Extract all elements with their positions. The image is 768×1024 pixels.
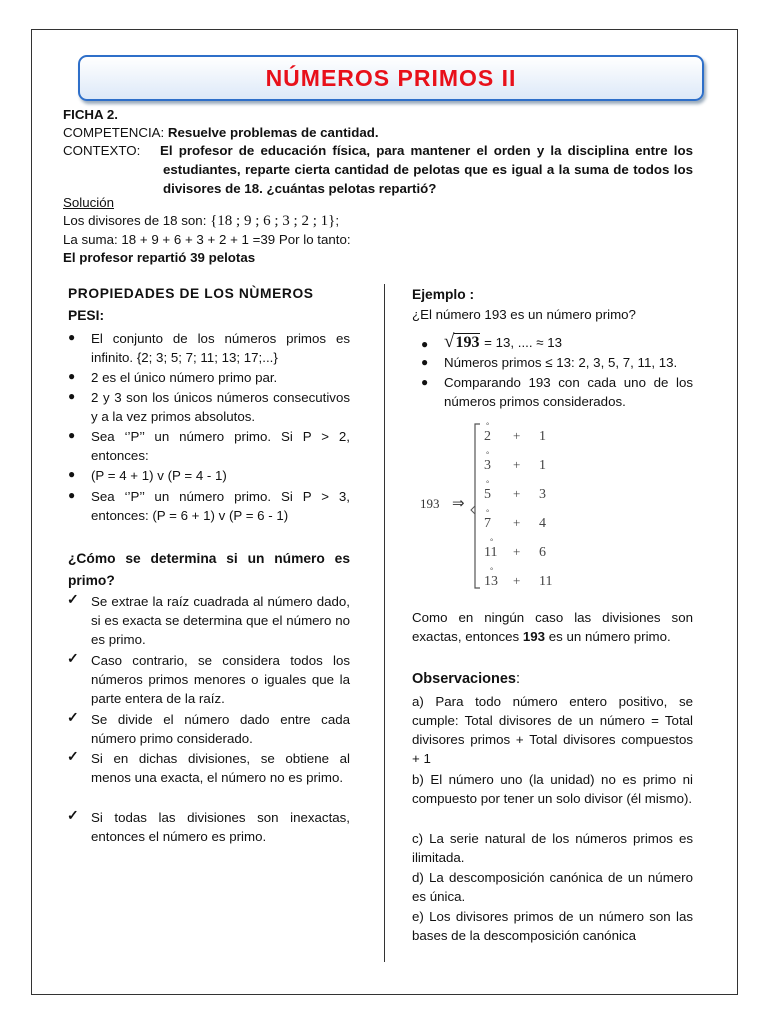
figure-multiple-mark: ° (486, 508, 490, 517)
propiedad-item: 2 y 3 son los únicos números consecutivos y a la vez primos absolutos. (91, 390, 350, 424)
propiedades-heading-colon: : (99, 308, 105, 323)
ficha-label: FICHA 2. (63, 107, 118, 122)
conclusion-after: es un número primo. (548, 629, 671, 644)
figure-multiple-mark: ° (490, 537, 494, 546)
solucion-label: Solución (63, 195, 115, 210)
observaciones-colon: : (515, 671, 521, 687)
como-item: Se divide el número dado entre cada número primo considerado. (91, 712, 350, 746)
conclusion-before: Como en ningún caso las divisiones son exactas, entonces (412, 610, 693, 644)
propiedades-heading-pesi: PESI (68, 308, 100, 323)
propiedades-heading-line2 (68, 306, 104, 325)
figure-divisor: 13 (484, 574, 498, 589)
conclusion-number: 193 (522, 629, 546, 644)
ejemplo-question: ¿El número 193 es un número primo? (412, 307, 636, 322)
ejemplo-bullet: Números primos ≤ 13: 2, 3, 5, 7, 11, 13. (444, 355, 678, 370)
figure-plus-icon: + (513, 486, 521, 501)
como-item: Caso contrario, se considera todos los números primos menores o iguales que la parte entera de la raíz. (91, 653, 350, 706)
bullet: ● (421, 355, 429, 369)
figure-arrow-icon: ⇒ (452, 496, 465, 512)
figure-plus-icon: + (513, 515, 521, 530)
ejemplo-bullet: Comparando 193 con cada uno de los números primos considerados. (444, 375, 693, 409)
figure-plus-icon: + (513, 544, 521, 559)
como-heading: ¿Cómo se determina si un número es primo? (68, 551, 350, 588)
check-icon: ✓ (67, 748, 79, 764)
bullet: ● (68, 389, 76, 403)
observacion-item: a) Para todo número entero positivo, se cumple: Total divisores de un número = Total divisores primos + Total divisores compuestos + 1 (412, 694, 693, 766)
bullet: ● (68, 369, 76, 383)
bullet: ● (421, 337, 429, 351)
figure-residue: 3 (539, 487, 546, 502)
observaciones-heading (412, 670, 520, 689)
page-title: NÚMEROS PRIMOS II (265, 65, 517, 91)
figure-brace (475, 424, 480, 588)
sqrt-line (444, 330, 562, 355)
figure-residue: 1 (539, 429, 546, 444)
bullet: ● (68, 428, 76, 442)
figure-residue: 1 (539, 458, 546, 473)
figure-divisor: 2 (484, 429, 491, 444)
bullet: ● (68, 488, 76, 502)
figure-divisor: 7 (484, 516, 491, 531)
propiedad-item: El conjunto de los números primos es infinito. {2; 3; 5; 7; 11; 13; 17;...} (91, 331, 350, 365)
contexto-label: CONTEXTO: (63, 143, 141, 158)
figure-brace-tip (471, 506, 475, 514)
check-icon: ✓ (67, 650, 79, 666)
observacion-item: b) El número uno (la unidad) no es primo ni compuesto por tener un solo divisor (él mismo). (412, 772, 693, 806)
bullet: ● (68, 467, 76, 481)
propiedad-item: Sea ‘’P’’ un número primo. Si P > 2, entonces: (91, 429, 350, 463)
division-figure (418, 420, 578, 596)
observacion-item: e) Los divisores primos de un número son las bases de la descomposición canónica (412, 909, 693, 943)
propiedad-item: Sea ‘’P’’ un número primo. Si P > 3, entonces: (P = 6 + 1) v (P = 6 - 1) (91, 489, 350, 523)
propiedad-item: (P = 4 + 1) v (P = 4 - 1) (91, 468, 227, 483)
figure-divisor: 3 (484, 458, 491, 473)
sqrt-rest: = 13, .... ≈ 13 (484, 335, 563, 350)
title-banner (78, 55, 704, 101)
figure-plus-icon: + (513, 573, 521, 588)
ejemplo-conclusion (412, 608, 693, 646)
divisores-intro: Los divisores de 18 son: (63, 213, 207, 228)
conclusion-line: El profesor repartió 39 pelotas (63, 250, 256, 265)
sqrt-radicand: 193 (455, 334, 480, 351)
observacion-item: c) La serie natural de los números primos es ilimitada. (412, 831, 693, 865)
bullet: ● (68, 330, 76, 344)
figure-multiple-mark: ° (486, 479, 490, 488)
check-icon: ✓ (67, 709, 79, 725)
figure-number: 193 (420, 496, 440, 511)
competencia-label: COMPETENCIA: (63, 125, 165, 140)
divisores-set: {18 ; 9 ; 6 ; 3 ; 2 ; 1} (210, 213, 336, 229)
divisores-line (63, 211, 339, 231)
figure-divisor: 5 (484, 487, 491, 502)
figure-multiple-mark: ° (490, 566, 494, 575)
competencia-value: Resuelve problemas de cantidad. (167, 125, 379, 140)
propiedades-heading-line1: PROPIEDADES DE LOS NÙMEROS (68, 286, 314, 301)
figure-plus-icon: + (513, 428, 521, 443)
sqrt-icon: √ (444, 331, 455, 352)
check-icon: ✓ (67, 807, 79, 823)
propiedad-item: 2 es el único número primo par. (91, 370, 278, 385)
contexto-text: El profesor de educación física, para mantener el orden y la disciplina entre los estudiantes, reparte cierta cantidad de pelotas que es igual a la suma de todos los divisores de 18. ¿cuántas pelotas repartió? (160, 143, 693, 196)
divisores-end: ; (335, 213, 340, 228)
figure-plus-icon: + (513, 457, 521, 472)
como-item: Se extrae la raíz cuadrada al número dado, si es exacta se determina que el número no es primo. (91, 594, 350, 647)
como-item: Si en dichas divisiones, se obtiene al menos una exacta, el número no es primo. (91, 751, 350, 785)
figure-divisor: 11 (484, 545, 498, 560)
figure-residue: 4 (539, 516, 546, 531)
competencia-line (63, 123, 379, 142)
observaciones-title: Observaciones (412, 671, 516, 687)
ejemplo-heading: Ejemplo : (412, 287, 475, 302)
column-divider (384, 284, 385, 962)
check-icon: ✓ (67, 591, 79, 607)
figure-residue: 11 (539, 574, 553, 589)
suma-line: La suma: 18 + 9 + 6 + 3 + 2 + 1 =39 Por lo tanto: (63, 232, 351, 247)
bullet: ● (421, 375, 429, 389)
como-item: Si todas las divisiones son inexactas, entonces el número es primo. (91, 810, 350, 844)
figure-residue: 6 (539, 545, 546, 560)
figure-multiple-mark: ° (486, 450, 490, 459)
observacion-item: d) La descomposición canónica de un número es única. (412, 870, 693, 904)
figure-multiple-mark: ° (486, 421, 490, 430)
